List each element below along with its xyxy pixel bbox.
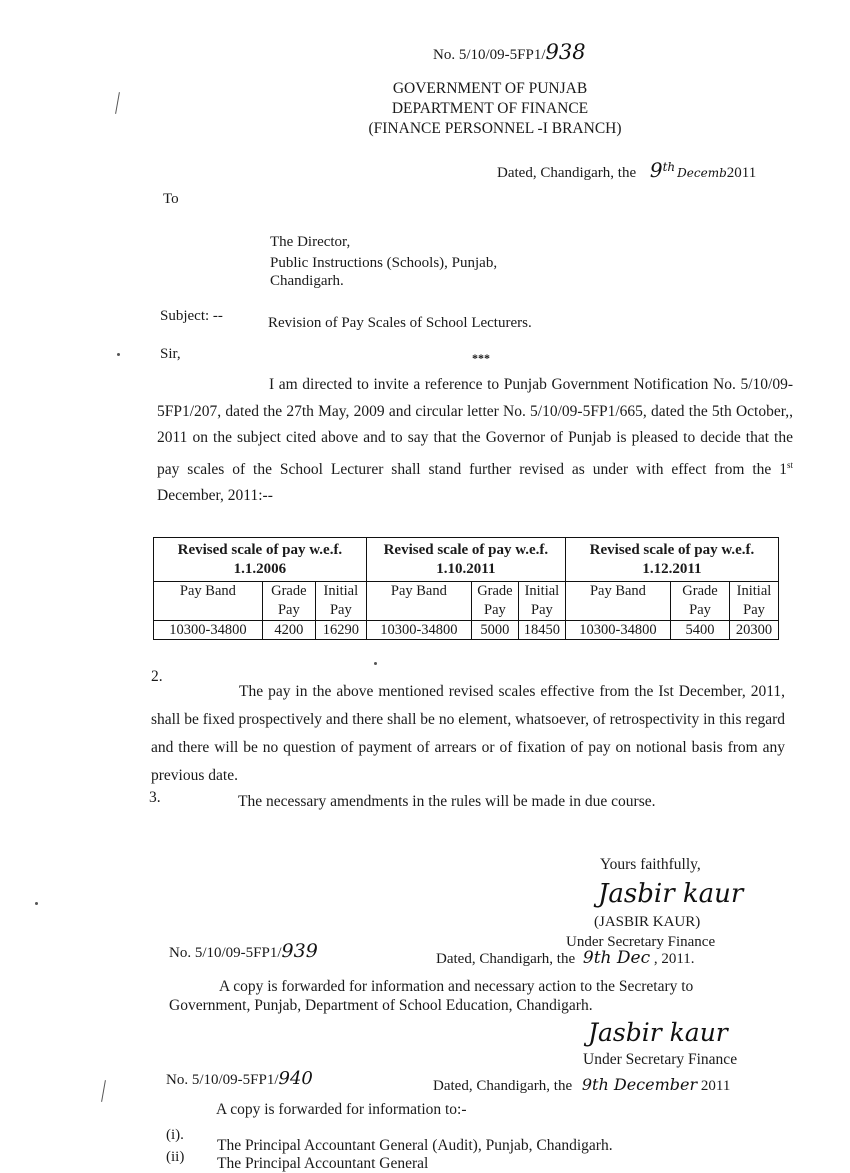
- addressee-line-3: Chandigarh.: [270, 273, 344, 289]
- subheader-cell: Initial Pay: [730, 582, 779, 621]
- subheader-cell: Grade Pay: [471, 582, 518, 621]
- addressee-line-1: The Director,: [270, 234, 351, 250]
- list-item: The Principal Accountant General (Audit), Punjab, Chandigarh.: [217, 1137, 613, 1154]
- branch-heading: (FINANCE PERSONNEL -I BRANCH): [368, 120, 622, 137]
- copy-1-dated-line: [436, 948, 695, 968]
- list-item-number: (ii): [166, 1149, 185, 1165]
- paragraph-2: [151, 678, 785, 790]
- scan-speck: [35, 902, 38, 905]
- copy-1-reference: [169, 940, 318, 962]
- table-cell: 18450: [518, 621, 565, 640]
- dated-day-suffix-handwritten: th: [662, 160, 676, 174]
- addressee-line-2: Public Instructions (Schools), Punjab,: [270, 255, 498, 271]
- copy-2-reference: [166, 1068, 313, 1089]
- copy-1-text-line-2: Government, Punjab, Department of School Education, Chandigarh.: [169, 997, 593, 1014]
- subheader-cell: Initial Pay: [315, 582, 366, 621]
- paragraph-1-superscript: st: [786, 459, 793, 470]
- closing: Yours faithfully,: [600, 856, 701, 873]
- scan-speck: [117, 353, 120, 356]
- salutation: Sir,: [160, 346, 181, 362]
- copy-1-dated-prefix: Dated, Chandigarh, the: [436, 951, 576, 967]
- dated-prefix: Dated, Chandigarh, the: [497, 165, 637, 181]
- copy-1-designation: Under Secretary Finance: [583, 1051, 738, 1068]
- government-heading: GOVERNMENT OF PUNJAB: [392, 80, 588, 97]
- table-cell: 16290: [315, 621, 366, 640]
- paragraph-1: [157, 372, 793, 510]
- table-row: [154, 621, 779, 640]
- paragraph-2-number: 2.: [151, 668, 163, 685]
- signatory-name: (JASBIR KAUR): [594, 914, 701, 930]
- copy-2-text: A copy is forwarded for information to:-: [216, 1101, 467, 1118]
- scan-mark: [101, 1080, 106, 1102]
- copy-2-dated-prefix: Dated, Chandigarh, the: [433, 1078, 573, 1094]
- table-cell: 5400: [671, 621, 730, 640]
- table-group-header-row: [154, 538, 779, 582]
- list-item: The Principal Accountant General: [217, 1155, 429, 1172]
- paragraph-3-text: The necessary amendments in the rules will be made in due course.: [238, 793, 656, 810]
- copy-2-dated-line: [433, 1075, 730, 1095]
- copy-2-reference-handwritten: 940: [278, 1068, 313, 1089]
- scan-speck: [374, 662, 377, 665]
- paragraph-3-number: 3.: [149, 789, 161, 806]
- copy-1-reference-printed: No. 5/10/09-5FP1/: [169, 945, 282, 961]
- department-heading: DEPARTMENT OF FINANCE: [391, 100, 589, 117]
- dated-year: 2011: [726, 165, 757, 181]
- pay-scale-table: [153, 537, 779, 640]
- copy-2-dated-year: 2011: [700, 1078, 731, 1094]
- table-subheader-row: [154, 582, 779, 621]
- list-item-number: (i).: [166, 1127, 184, 1143]
- copy-2-dated-handwritten: 9th December: [581, 1075, 698, 1094]
- subheader-cell: Pay Band: [565, 582, 670, 621]
- subheader-cell: Pay Band: [154, 582, 263, 621]
- reference-number-printed: No. 5/10/09-5FP1/: [433, 47, 546, 63]
- scan-mark: [115, 92, 120, 114]
- subheader-cell: Grade Pay: [262, 582, 315, 621]
- dated-month-handwritten: Decemb: [677, 166, 727, 180]
- subheader-cell: Grade Pay: [671, 582, 730, 621]
- group-header-1: Revised scale of pay w.e.f. 1.1.2006: [154, 538, 367, 582]
- separator-stars: ***: [472, 351, 490, 365]
- subject-label: Subject: --: [160, 308, 223, 324]
- reference-number-handwritten: 938: [545, 40, 586, 64]
- table-cell: 10300-34800: [565, 621, 670, 640]
- paragraph-1-tail: December, 2011:--: [157, 487, 273, 505]
- copy-1-dated-handwritten: 9th Dec: [582, 948, 651, 968]
- dated-line: [497, 158, 756, 182]
- group-header-3: Revised scale of pay w.e.f. 1.12.2011: [565, 538, 778, 582]
- reference-number: [433, 40, 586, 64]
- subject-text: Revision of Pay Scales of School Lecturers.: [268, 315, 532, 331]
- signatory-designation: Under Secretary Finance: [566, 934, 716, 950]
- table-cell: 5000: [471, 621, 518, 640]
- table-cell: 20300: [730, 621, 779, 640]
- paragraph-1-text: I am directed to invite a reference to Punjab Government Notification No. 5/10/09-5FP1/207, dated the 27th May, 2009 and circular letter No. 5/10/09-5FP1/665, dated the 5th October,, 2011 on the subject cited above and to say that the Governor of Punjab is pleased to decide that the pay scales of the School Lecturer shall stand further revised as under with effect from the 1: [157, 376, 793, 478]
- to-label: To: [163, 191, 179, 207]
- copy-2-reference-printed: No. 5/10/09-5FP1/: [166, 1072, 279, 1088]
- copy-1-text-line-1: A copy is forwarded for information and necessary action to the Secretary to: [219, 978, 694, 995]
- dated-day-handwritten: 9: [649, 158, 663, 182]
- copy-1-signature-handwritten: Jasbir kaur: [588, 1018, 728, 1047]
- subheader-cell: Pay Band: [366, 582, 471, 621]
- paragraph-2-text: The pay in the above mentioned revised scales effective from the Ist December, 2011, shall be fixed prospectively and there shall be no element, whatsoever, of retrospectivity in this regard and there will be no question of payment of arrears or of fixation of pay on notional basis from any previous date.: [151, 683, 785, 784]
- group-header-2: Revised scale of pay w.e.f. 1.10.2011: [366, 538, 565, 582]
- table-cell: 10300-34800: [154, 621, 263, 640]
- copy-1-reference-handwritten: 939: [281, 940, 318, 962]
- signature-handwritten: Jasbir kaur: [598, 879, 744, 909]
- copy-1-dated-suffix: , 2011.: [653, 951, 695, 967]
- table-cell: 10300-34800: [366, 621, 471, 640]
- table-cell: 4200: [262, 621, 315, 640]
- subheader-cell: Initial Pay: [518, 582, 565, 621]
